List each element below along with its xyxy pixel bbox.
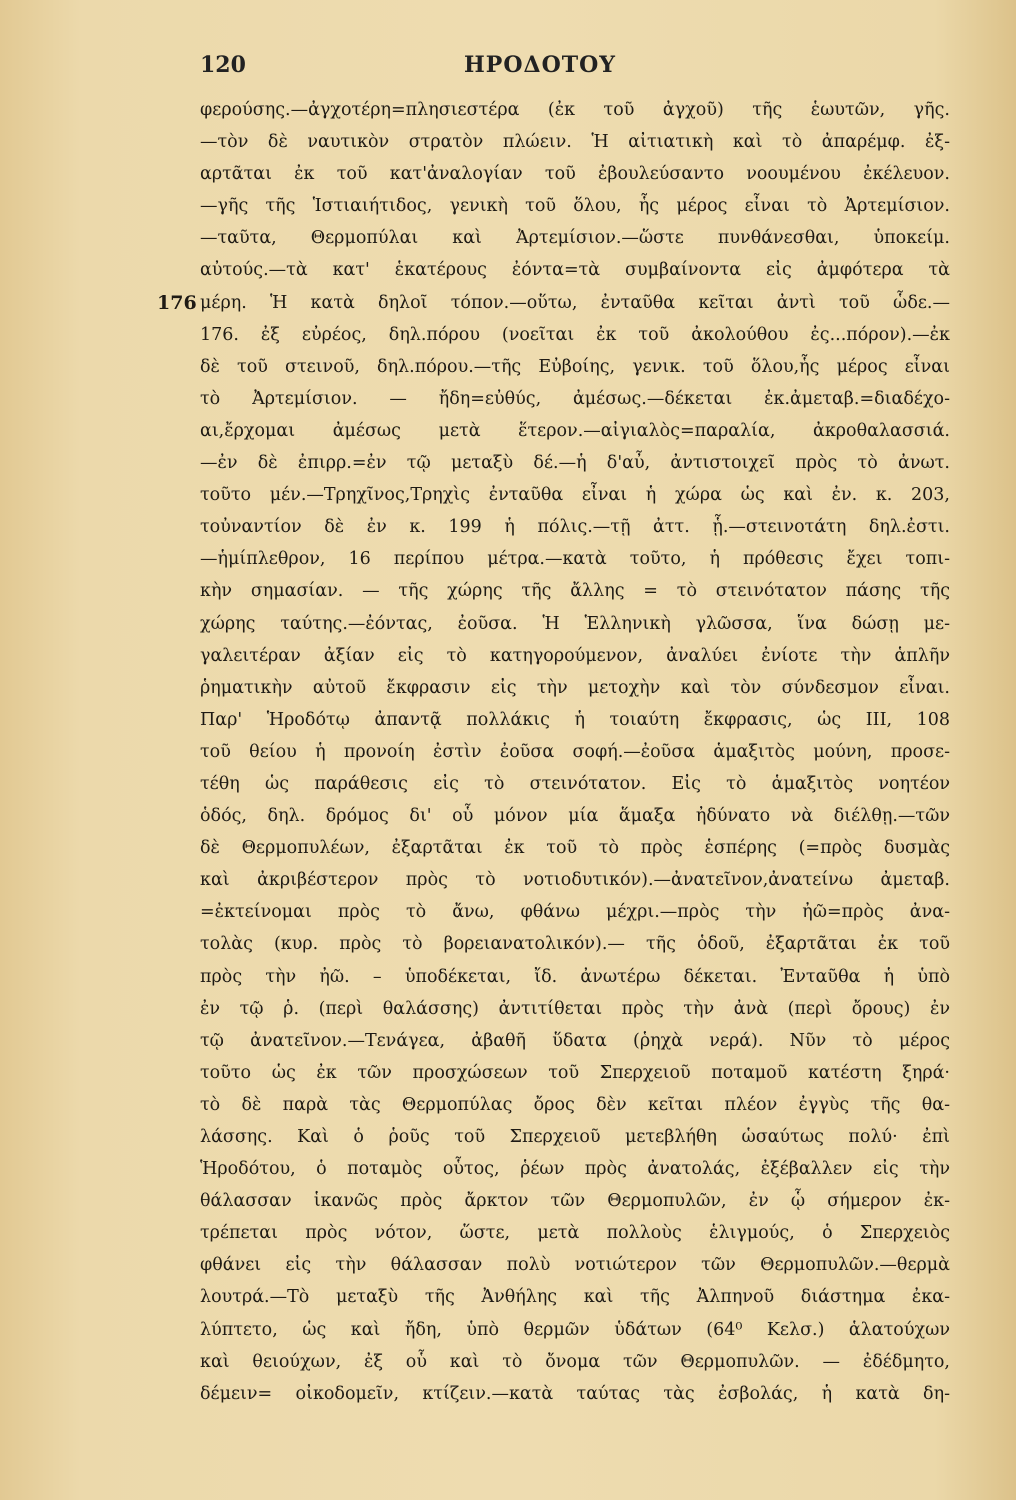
page-number: 120 bbox=[200, 52, 246, 78]
text-line: τέθη ὡς παράθεσις εἰς τὸ στεινότατον. Εἰς τὸ ἁμαξιτὸς νοητέον bbox=[200, 773, 950, 794]
text-line: φθάνει εἰς τὴν θάλασσαν πολὺ νοτιώτερον τῶν Θερμοπυλῶν.—θερμὰ bbox=[200, 1255, 950, 1276]
text-line: πρὸς τὴν ἠῶ. – ὑποδέκεται, ἴδ. ἀνωτέρω δέκεται. Ἐνταῦθα ἡ ὑπὸ bbox=[200, 966, 950, 987]
text-line: ὁδός, δηλ. δρόμος δι' οὗ μόνον μία ἅμαξα ἠδύνατο νὰ διέλθῃ.—τῶν bbox=[200, 806, 950, 827]
text-line: —ταῦτα, Θερμοπύλαι καὶ Ἀρτεμίσιον.—ὥστε πυνθάνεσθαι, ὑποκείμ. bbox=[200, 228, 950, 249]
text-line-content: μέρη. Ἡ κατὰ δηλοῖ τόπον.—οὕτω, ἐνταῦθα κεῖται ἀντὶ τοῦ ὧδε.— bbox=[200, 292, 950, 313]
text-line: γαλειτέραν ἀξίαν εἰς τὸ κατηγορούμενον, ἀναλύει ἐνίοτε τὴν ἁπλῆν bbox=[200, 645, 950, 666]
text-line: =ἐκτείνομαι πρὸς τὸ ἄνω, φθάνω μέχρι.—πρὸς τὴν ἠῶ=πρὸς ἀνα- bbox=[200, 902, 950, 923]
text-line: ἐν τῷ ῥ. (περὶ θαλάσσης) ἀντιτίθεται πρὸς τὴν ἀνὰ (περὶ ὄρους) ἐν bbox=[200, 998, 950, 1019]
text-line: δὲ Θερμοπυλέων, ἐξαρτᾶται ἐκ τοῦ τὸ πρὸς ἑσπέρης (=πρὸς δυσμὰς bbox=[200, 838, 950, 859]
text-line: τὸ Ἀρτεμίσιον. — ἤδη=εὐθύς, ἀμέσως.—δέκεται ἐκ.ἀμεταβ.=διαδέχο- bbox=[200, 388, 950, 409]
text-line: θάλασσαν ἱκανῶς πρὸς ἄρκτον τῶν Θερμοπυλῶν, ἐν ᾧ σήμερον ἐκ- bbox=[200, 1191, 950, 1212]
text-line: αρτᾶται ἐκ τοῦ κατ'ἀναλογίαν τοῦ ἐβουλεύσαντο νοουμένου ἐκέλευον. bbox=[200, 164, 950, 185]
text-line: χώρης ταύτης.—ἐόντας, ἐοῦσα. Ἡ Ἑλληνικὴ γλῶσσα, ἵνα δώσῃ με- bbox=[200, 613, 950, 634]
text-line: λάσσης. Καὶ ὁ ῥοῦς τοῦ Σπερχειοῦ μετεβλήθη ὡσαύτως πολύ· ἐπὶ bbox=[200, 1127, 950, 1147]
text-line: τρέπεται πρὸς νότον, ὥστε, μετὰ πολλοὺς ἑλιγμούς, ὁ Σπερχειὸς bbox=[200, 1223, 950, 1244]
text-line: τοῦ θείου ἡ προνοίη ἐστὶν ἐοῦσα σοφή.—ἐοῦσα ἁμαξιτὸς μούνη, προσε- bbox=[200, 741, 950, 762]
text-line: λύπτετο, ὡς καὶ ἤδη, ὑπὸ θερμῶν ὑδάτων (64⁰ Κελσ.) ἁλατούχων bbox=[200, 1319, 950, 1340]
text-line: τοὐναντίον δὲ ἐν κ. 199 ἡ πόλις.—τῇ ἀττ. ᾗ.—στεινοτάτη δηλ.ἐστι. bbox=[200, 517, 950, 538]
text-line: τοῦτο ὡς ἐκ τῶν προσχώσεων τοῦ Σπερχειοῦ ποταμοῦ κατέστη ξηρά· bbox=[200, 1062, 950, 1083]
text-line: Παρ' Ἡροδότῳ ἀπαντᾷ πολλάκις ἡ τοιαύτη ἔκφρασις, ὡς ΙΙΙ, 108 bbox=[200, 709, 950, 730]
text-line: Ἡροδότου, ὁ ποταμὸς οὗτος, ῥέων πρὸς ἀνατολάς, ἐξέβαλλεν εἰς τὴν bbox=[200, 1159, 950, 1180]
text-line-with-margin-note bbox=[157, 287, 950, 319]
text-line: ῥηματικὴν αὐτοῦ ἔκφρασιν εἰς τὴν μετοχὴν καὶ τὸν σύνδεσμον εἶναι. bbox=[200, 677, 950, 698]
text-line: καὶ θειούχων, ἐξ οὗ καὶ τὸ ὄνομα τῶν Θερμοπυλῶν. — ἐδέδμητο, bbox=[200, 1351, 950, 1372]
text-line: —ἐν δὲ ἐπιρρ.=ἐν τῷ μεταξὺ δέ.—ἡ δ'αὖ, ἀντιστοιχεῖ πρὸς τὸ ἀνωτ. bbox=[200, 453, 950, 474]
text-line: δὲ τοῦ στεινοῦ, δηλ.πόρου.—τῆς Εὐβοίης, γενικ. τοῦ ὅλου,ἧς μέρος εἶναι bbox=[200, 356, 950, 377]
text-line: τὸ δὲ παρὰ τὰς Θερμοπύλας ὄρος δὲν κεῖται πλέον ἐγγὺς τῆς θα- bbox=[200, 1094, 950, 1115]
text-line: —γῆς τῆς Ἱστιαιήτιδος, γενικὴ τοῦ ὅλου, ἧς μέρος εἶναι τὸ Ἀρτεμίσιον. bbox=[200, 196, 950, 217]
body-text bbox=[157, 94, 950, 1410]
text-line: κὴν σημασίαν. — τῆς χώρης τῆς ἄλλης = τὸ στεινότατον πάσης τῆς bbox=[200, 581, 950, 602]
text-line: —ἡμίπλεθρον, 16 περίπου μέτρα.—κατὰ τοῦτο, ἡ πρόθεσις ἔχει τοπι- bbox=[200, 549, 950, 570]
text-line: τολὰς (κυρ. πρὸς τὸ βορειανατολικόν).— τῆς ὁδοῦ, ἐξαρτᾶται ἐκ τοῦ bbox=[200, 934, 950, 955]
text-line: —τὸν δὲ ναυτικὸν στρατὸν πλώειν. Ἡ αἰτιατικὴ καὶ τὸ ἀπαρέμφ. ἐξ- bbox=[200, 132, 950, 153]
text-line: αὐτούς.—τὰ κατ' ἑκατέρους ἐόντα=τὰ συμβαίνοντα εἰς ἀμφότερα τὰ bbox=[200, 260, 950, 281]
text-line: φερούσης.—ἀγχοτέρη=πλησιεστέρα (ἐκ τοῦ ἀγχοῦ) τῆς ἑωυτῶν, γῆς. bbox=[200, 100, 950, 120]
text-line: καὶ ἀκριβέστερον πρὸς τὸ νοτιοδυτικόν).—ἀνατεῖνον,ἀνατείνω ἀμεταβ. bbox=[200, 870, 950, 891]
text-line: λουτρά.—Τὸ μεταξὺ τῆς Ἀνθήλης καὶ τῆς Ἀλπηνοῦ διάστημα ἐκα- bbox=[200, 1287, 950, 1308]
margin-section-number: 176 bbox=[157, 291, 197, 314]
text-line: 176. ἐξ εὐρέος, δηλ.πόρου (νοεῖται ἐκ τοῦ ἀκολούθου ἐς...πόρον).—ἐκ bbox=[200, 324, 950, 345]
text-line: δέμειν= οἰκοδομεῖν, κτίζειν.—κατὰ ταύτας τὰς ἐσβολάς, ἡ κατὰ δη- bbox=[200, 1383, 950, 1404]
text-line: τῷ ἀνατεῖνον.—Τενάγεα, ἀβαθῆ ὕδατα (ῥηχὰ νερά). Νῦν τὸ μέρος bbox=[200, 1030, 950, 1051]
text-line: τοῦτο μέν.—Τρηχῖνος,Τρηχὶς ἐνταῦθα εἶναι ἡ χώρα ὡς καὶ ἐν. κ. 203, bbox=[200, 485, 950, 506]
running-title: ΗΡΟΔΟΤΟΥ bbox=[464, 52, 616, 78]
text-line: αι,ἔρχομαι ἀμέσως μετὰ ἕτερον.—αἰγιαλὸς=παραλία, ἀκροθαλασσιά. bbox=[200, 420, 950, 441]
page-header bbox=[200, 52, 960, 88]
